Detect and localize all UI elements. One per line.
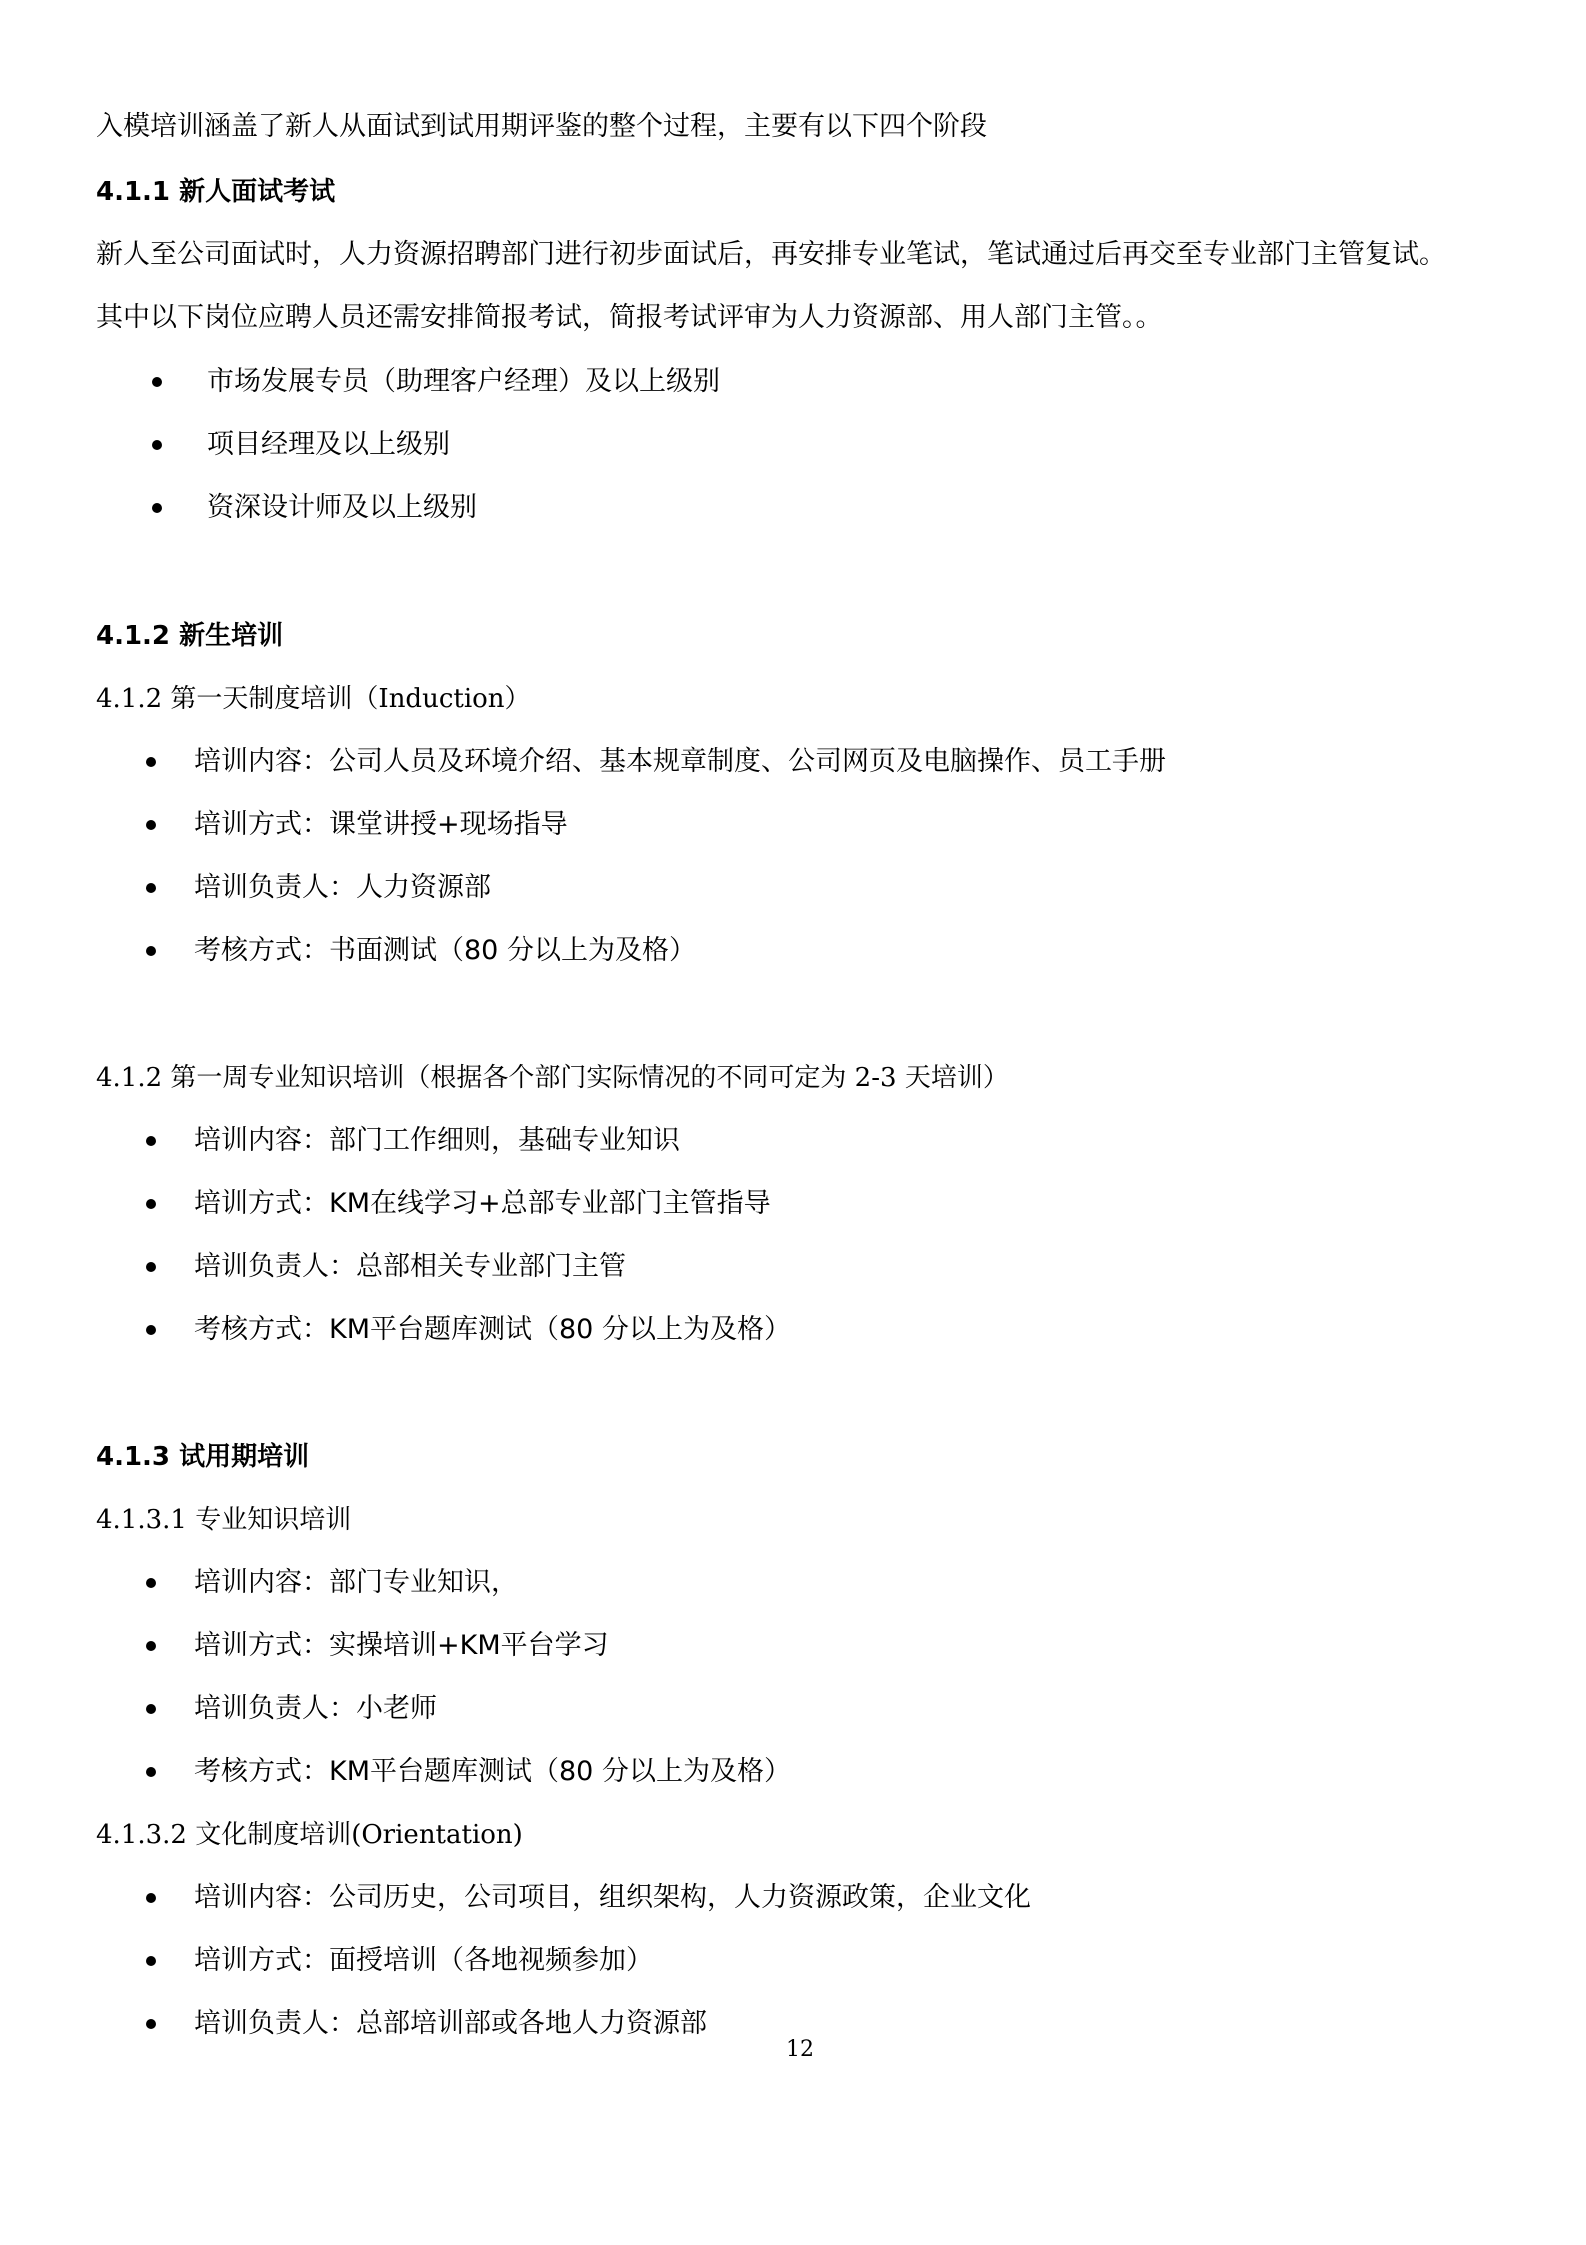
bullet-icon xyxy=(146,946,156,956)
page-number: 12 xyxy=(786,2037,814,2062)
subsection-title: 4.1.2 第一周专业知识培训（根据各个部门实际情况的不同可定为 2-3 天培训） xyxy=(96,1063,1009,1093)
subsection-title: 4.1.3.2 文化制度培训(Orientation) xyxy=(96,1820,523,1850)
bullet-icon xyxy=(146,1325,156,1335)
bullet-icon xyxy=(146,883,156,893)
bullet-icon xyxy=(146,1956,156,1966)
bullet-icon xyxy=(146,1641,156,1651)
bullet-icon xyxy=(146,820,156,830)
bullet-icon xyxy=(146,1136,156,1146)
bullet-icon xyxy=(152,440,162,450)
paragraph: 新人至公司面试时，人力资源招聘部门进行初步面试后，再安排专业笔试，笔试通过后再交至专业部门主管复试。 xyxy=(96,239,1446,270)
bullet-icon xyxy=(152,503,162,513)
subsection-title: 4.1.2 第一天制度培训（Induction） xyxy=(96,684,531,714)
bullet-icon xyxy=(146,1578,156,1588)
document-page: 入模培训涵盖了新人从面试到试用期评鉴的整个过程，主要有以下四个阶段 4.1.1 新人面试考试 新人至公司面试时，人力资源招聘部门进行初步面试后，再安排专业笔试，笔试通过后再交至专业部门主管复试。 其中以下岗位应聘人员还需安排简报考试，简报考试评审为人力资源部、用人部门主管。。 市场发展专员（助理客户经理）及以上级别 项目经理及以上级别 资深设计师及以上级别 4.1.2 新生培训 4.1.2 第一天制度培训（Induction） 培训内容：公司人员及环境介绍、基本规章制度、公司网页及电脑操作、员工手册 培训方式：课堂讲授+现场指导 培训负责人：人力资源部 考核方式：书面测试（80 分以上为及格） 4.1.2 第一周专业知识培训（根据各个部门实际情况的不同可定为 2-3 天培训） 培训内容：部门工作细则，基础专业知识 培训方式：KM在线学习+总部专业部门主管指导 培训负责人：总部相关专业部门主管 考核方式：KM平台题库测试（80 分以上为及格） 4.1.3 试用期培训 4.1.3.1 专业知识培训 培训内容：部门专业知识， 培训方式：实操培训+KM平台学习 培训负责人：小老师 考核方式：KM平台题库测试（80 分以上为及格） 4.1.3.2 文化制度培训(Orientation) 培训内容：公司历史，公司项目，组织架构，人力资源政策，企业文化 培训方式：面授培训（各地视频参加） 培训负责人：总部培训部或各地人力资源部 12 xyxy=(0,0,1586,2245)
section-heading-4-1-1: 4.1.1 新人面试考试 xyxy=(96,177,336,207)
bullet-icon xyxy=(146,1893,156,1903)
subsection-title: 4.1.3.1 专业知识培训 xyxy=(96,1505,352,1535)
bullet-icon xyxy=(146,1262,156,1272)
section-heading-4-1-2: 4.1.2 新生培训 xyxy=(96,621,284,651)
bullet-icon xyxy=(146,1704,156,1714)
paragraph: 其中以下岗位应聘人员还需安排简报考试，简报考试评审为人力资源部、用人部门主管。。 xyxy=(96,302,1163,333)
bullet-icon xyxy=(146,757,156,767)
bullet-icon xyxy=(146,1199,156,1209)
bullet-icon xyxy=(146,1767,156,1777)
intro-paragraph: 入模培训涵盖了新人从面试到试用期评鉴的整个过程，主要有以下四个阶段 xyxy=(96,111,987,142)
section-heading-4-1-3: 4.1.3 试用期培训 xyxy=(96,1442,310,1472)
bullet-icon xyxy=(152,377,162,387)
bullet-icon xyxy=(146,2019,156,2029)
